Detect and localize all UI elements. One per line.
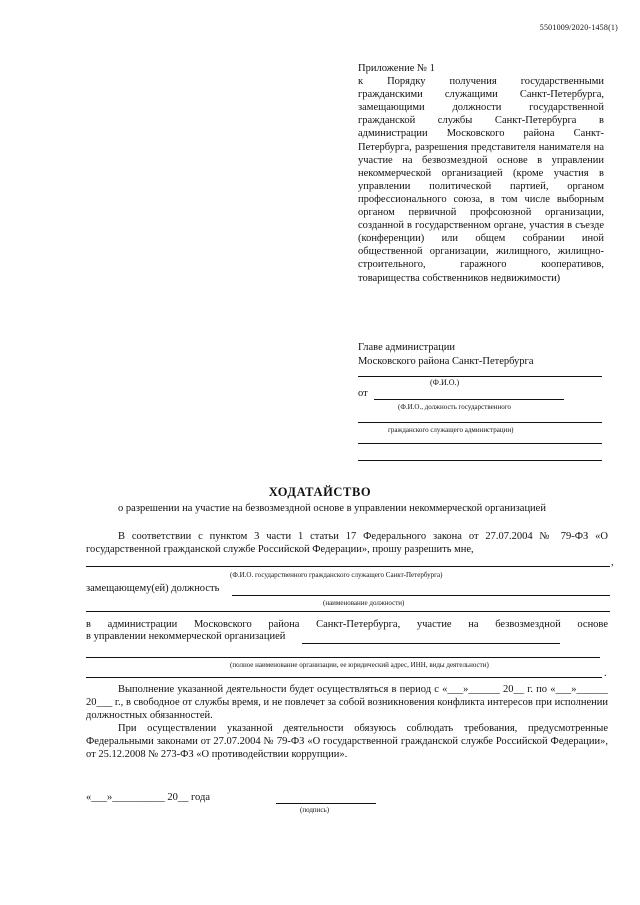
from-line-4[interactable]	[358, 460, 602, 461]
organization-caption: (полное наименование организации, ее юридический адрес, ИНН, виды деятельности)	[230, 661, 489, 669]
addressee-block	[358, 341, 608, 368]
appendix-body: к Порядку получения государственными гражданскими служащими Санкт-Петербурга, замещающими должности государственной гражданской службы Санкт-Петербурга в администрации Московского района Санкт-Петербурга, разрешения представителя нанимателя на участие на безвозмездной основе в управлении некоммерческой организацией (кроме участия в управлении политической партией, органом профессионального союза, в том числе выборным органом первичной профсоюзной организации, созданной в государственном органе, участия в съезде (конференции) или общем собрании иной общественной организации, жилищного, жилищно-строительного, гаражного кооперативов, товарищества собственников недвижимости)	[358, 76, 604, 284]
from-line[interactable]	[374, 399, 564, 400]
from-caption-2: гражданского служащего администрации)	[388, 426, 514, 434]
signature-caption: (подпись)	[300, 806, 330, 814]
organization-line-2[interactable]	[86, 657, 600, 658]
position-line[interactable]	[232, 595, 610, 596]
paragraph-4: При осуществлении указанной деятельности обязуюсь соблюдать требования, предусмотренные Федеральными законами от 27.07.2004 № 79-ФЗ «О государственной гражданской службе Российской Федерации», от 25.12.2008 № 273-ФЗ «О противодействии коррупции».	[86, 723, 608, 761]
addressee-fio-caption: (Ф.И.О.)	[430, 378, 460, 387]
appendix-title: Приложение № 1	[358, 63, 435, 74]
addressee-fio-line[interactable]	[358, 376, 602, 377]
paragraph-2-line-2: в управлении некоммерческой организацией	[86, 631, 286, 642]
fio-caption: (Ф.И.О. государственного гражданского служащего Санкт-Петербурга)	[230, 571, 443, 579]
organization-dot: .	[604, 668, 607, 679]
from-label: от	[358, 388, 368, 399]
fio-comma: ,	[611, 557, 614, 568]
paragraph-1: В соответствии с пунктом 3 части 1 статьи 17 Федерального закона от 27.07.2004 № 79-ФЗ «О государственной гражданской службе Российской Федерации», прошу разрешить мне,	[86, 531, 608, 556]
fio-line[interactable]	[86, 566, 610, 567]
position-line-2[interactable]	[86, 611, 610, 612]
position-caption: (наименование должности)	[323, 599, 405, 607]
from-line-2[interactable]	[358, 422, 602, 423]
addressee-line-2: Московского района Санкт-Петербурга	[358, 355, 534, 367]
document-id: 5501009/2020-1458(1)	[539, 23, 618, 32]
petition-subtitle: о разрешении на участие на безвозмездной основе в управлении некоммерческой организацией	[118, 503, 546, 514]
addressee-line-1: Главе администрации	[358, 342, 456, 353]
position-label: замещающему(ей) должность	[86, 583, 220, 594]
appendix-block	[358, 62, 604, 285]
organization-line-3[interactable]	[86, 677, 602, 678]
date-line[interactable]: «___»__________ 20__ года	[86, 792, 210, 803]
signature-line[interactable]	[276, 803, 376, 804]
paragraph-2-line-1: в администрации Московского района Санкт-Петербурга, участие на безвозмездной основе	[86, 619, 608, 630]
organization-line[interactable]	[302, 643, 560, 644]
paragraph-3: Выполнение указанной деятельности будет осуществляться в период с «___»______ 20__ г. по «___»______ 20___ г., в свободное от службы время, и не повлечет за собой возникновения конфликта интересов при исполнении должностных обязанностей.	[86, 684, 608, 722]
from-line-3[interactable]	[358, 443, 602, 444]
from-caption-1: (Ф.И.О., должность государственного	[398, 403, 511, 411]
petition-title: ХОДАТАЙСТВО	[268, 485, 372, 499]
